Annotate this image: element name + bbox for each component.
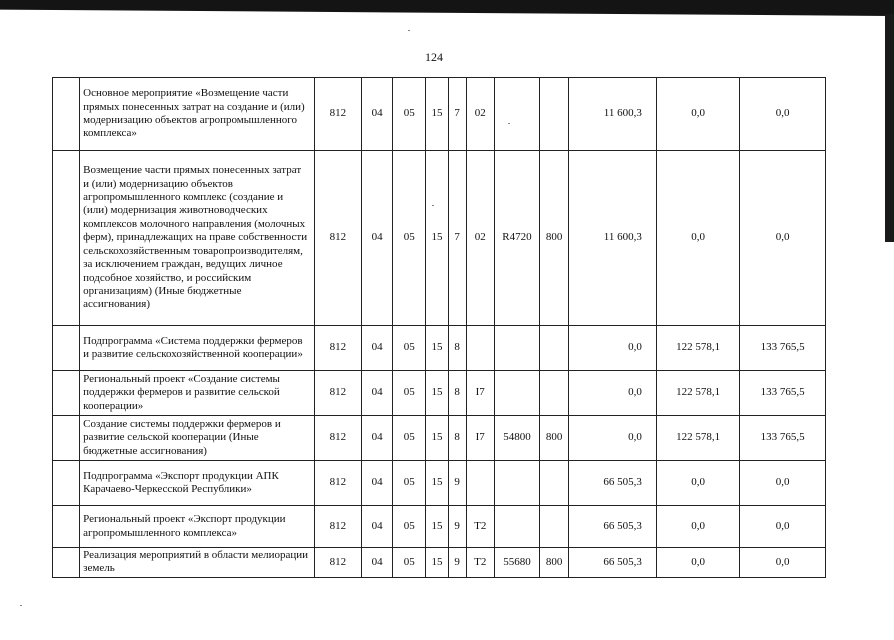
program-code: 15: [426, 548, 448, 578]
event-code: I7: [466, 371, 494, 416]
direction-code: R4720: [494, 151, 539, 326]
scan-speck: [408, 30, 410, 31]
subprogram-code: 9: [448, 548, 466, 578]
section-code: 04: [361, 78, 392, 151]
direction-code: 54800: [494, 416, 539, 461]
subprogram-code: 9: [448, 461, 466, 506]
subsection-code: 05: [393, 506, 426, 548]
amount-year-2: 0,0: [656, 461, 740, 506]
section-code: 04: [361, 506, 392, 548]
amount-year-2: 0,0: [656, 548, 740, 578]
event-code: T2: [466, 548, 494, 578]
section-code: 04: [361, 326, 392, 371]
row-number-cell: [53, 416, 80, 461]
subprogram-code: 7: [448, 151, 466, 326]
item-name: Региональный проект «Экспорт продукции агропромышленного комплекса»: [80, 506, 315, 548]
direction-code: [494, 326, 539, 371]
ministry-code: 812: [314, 371, 361, 416]
ministry-code: 812: [314, 461, 361, 506]
ministry-code: 812: [314, 506, 361, 548]
row-number-cell: [53, 548, 80, 578]
program-code: 15: [426, 371, 448, 416]
item-name: Подпрограмма «Система поддержки фермеров и развитие сельскохозяйственной кооперации»: [80, 326, 315, 371]
item-name: Основное мероприятие «Возмещение части прямых понесенных затрат на создание и (или) модернизацию объектов агропромышленного комплекса»: [80, 78, 315, 151]
item-name: Создание системы поддержки фермеров и развитие сельской кооперации (Иные бюджетные ассигнования): [80, 416, 315, 461]
row-number-cell: [53, 151, 80, 326]
subprogram-code: 7: [448, 78, 466, 151]
amount-year-2: 122 578,1: [656, 416, 740, 461]
subprogram-code: 8: [448, 326, 466, 371]
direction-code: [494, 506, 539, 548]
subsection-code: 05: [393, 326, 426, 371]
table-row: [53, 326, 826, 371]
row-number-cell: [53, 371, 80, 416]
section-code: 04: [361, 151, 392, 326]
subsection-code: 05: [393, 461, 426, 506]
row-number-cell: [53, 78, 80, 151]
expense-type-code: [540, 506, 569, 548]
amount-year-3: 0,0: [740, 151, 826, 326]
event-code: [466, 326, 494, 371]
amount-year-1: 0,0: [569, 326, 657, 371]
event-code: 02: [466, 151, 494, 326]
item-name: Подпрограмма «Экспорт продукции АПК Карачаево-Черкесской Республики»: [80, 461, 315, 506]
table-row: [53, 416, 826, 461]
expense-type-code: 800: [540, 151, 569, 326]
section-code: 04: [361, 548, 392, 578]
amount-year-3: 0,0: [740, 461, 826, 506]
expense-type-code: [540, 371, 569, 416]
section-code: 04: [361, 416, 392, 461]
program-code: 15: [426, 506, 448, 548]
program-code: 15: [426, 78, 448, 151]
subsection-code: 05: [393, 78, 426, 151]
subprogram-code: 9: [448, 506, 466, 548]
direction-code: [494, 78, 539, 151]
table-row: [53, 151, 826, 326]
amount-year-3: 0,0: [740, 506, 826, 548]
item-name: Реализация мероприятий в области мелиорации земель: [80, 548, 315, 578]
table-row: [53, 548, 826, 578]
direction-code: [494, 461, 539, 506]
amount-year-3: 133 765,5: [740, 416, 826, 461]
amount-year-1: 0,0: [569, 371, 657, 416]
amount-year-1: 11 600,3: [569, 151, 657, 326]
program-code: 15: [426, 416, 448, 461]
ministry-code: 812: [314, 416, 361, 461]
amount-year-1: 11 600,3: [569, 78, 657, 151]
row-number-cell: [53, 326, 80, 371]
direction-code: 55680: [494, 548, 539, 578]
page-number: 124: [425, 50, 443, 64]
amount-year-1: 66 505,3: [569, 548, 657, 578]
table-row: [53, 506, 826, 548]
expense-type-code: [540, 461, 569, 506]
expense-type-code: 800: [540, 548, 569, 578]
ministry-code: 812: [314, 151, 361, 326]
row-number-cell: [53, 506, 80, 548]
amount-year-2: 122 578,1: [656, 326, 740, 371]
table-row: [53, 371, 826, 416]
direction-code: [494, 371, 539, 416]
program-code: 15: [426, 461, 448, 506]
subsection-code: 05: [393, 416, 426, 461]
event-code: I7: [466, 416, 494, 461]
amount-year-1: 0,0: [569, 416, 657, 461]
amount-year-3: 0,0: [740, 548, 826, 578]
event-code: 02: [466, 78, 494, 151]
item-name: Возмещение части прямых понесенных затрат и (или) модернизацию объектов агропромышленного комплекс (создание и (или) модернизация животноводческих комплексов молочного направления (молочных ферм), принадлежащих на праве собственности сельскохозяйственным товаропроизводителям, за исключением граждан, ведущих личное подсобное хозяйство, и российским организациям) (Иные бюджетные ассигнования): [80, 151, 315, 326]
scan-right-edge: [885, 14, 894, 242]
ministry-code: 812: [314, 548, 361, 578]
amount-year-3: 133 765,5: [740, 371, 826, 416]
program-code: 15: [426, 151, 448, 326]
scan-speck: [20, 605, 22, 606]
amount-year-1: 66 505,3: [569, 506, 657, 548]
expense-type-code: 800: [540, 416, 569, 461]
table-row: [53, 78, 826, 151]
scan-top-edge: [0, 0, 894, 16]
amount-year-2: 0,0: [656, 506, 740, 548]
subsection-code: 05: [393, 151, 426, 326]
amount-year-2: 0,0: [656, 78, 740, 151]
item-name: Региональный проект «Создание системы поддержки фермеров и развитие сельской кооперации»: [80, 371, 315, 416]
subprogram-code: 8: [448, 416, 466, 461]
ministry-code: 812: [314, 326, 361, 371]
amount-year-2: 122 578,1: [656, 371, 740, 416]
ministry-code: 812: [314, 78, 361, 151]
subprogram-code: 8: [448, 371, 466, 416]
section-code: 04: [361, 371, 392, 416]
amount-year-3: 0,0: [740, 78, 826, 151]
subsection-code: 05: [393, 371, 426, 416]
table-row: [53, 461, 826, 506]
row-number-cell: [53, 461, 80, 506]
amount-year-3: 133 765,5: [740, 326, 826, 371]
amount-year-1: 66 505,3: [569, 461, 657, 506]
program-code: 15: [426, 326, 448, 371]
section-code: 04: [361, 461, 392, 506]
expense-type-code: [540, 78, 569, 151]
subsection-code: 05: [393, 548, 426, 578]
expense-type-code: [540, 326, 569, 371]
budget-table: [52, 77, 826, 578]
event-code: T2: [466, 506, 494, 548]
event-code: [466, 461, 494, 506]
amount-year-2: 0,0: [656, 151, 740, 326]
